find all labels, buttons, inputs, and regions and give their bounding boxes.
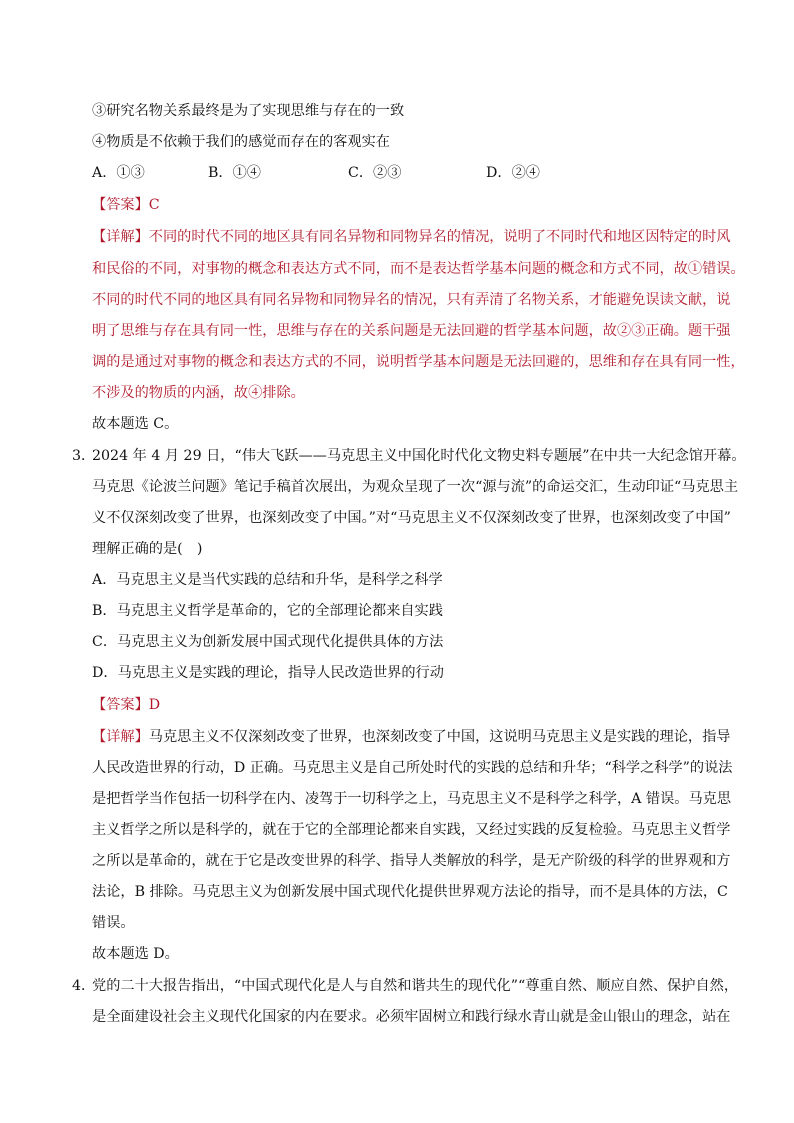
q3-detail-line: 之所以是革命的，就在于它是改变世界的科学、指导人类解放的科学，是无产阶级的科学的世界观和方	[92, 853, 731, 869]
q3-detail-line: 主义哲学之所以是科学的，就在于它的全部理论都来自实践，又经过实践的反复检验。马克思主义哲学	[92, 822, 731, 838]
detail-tag: 【详解】	[92, 729, 149, 745]
answer-tag: 【答案】	[92, 697, 149, 713]
q2-detail-line: 调的是通过对事物的概念和表达方式的不同，说明哲学基本问题是无法回避的，思维和存在具有同一性，	[92, 354, 745, 370]
q2-statement-3: ③研究名物关系最终是为了实现思维与存在的一致	[92, 103, 405, 119]
q4-stem-line: 是全面建设社会主义现代化国家的内在要求。必须牢固树立和践行绿水青山就是金山银山的理念，站在	[92, 1009, 731, 1025]
q2-detail-line: 不涉及的物质的内涵，故④排除。	[92, 385, 305, 401]
q3-stem-line: 理解正确的是( )	[92, 541, 203, 557]
q2-detail-line	[92, 227, 730, 247]
q2-statement-4: ④物质是不依赖于我们的感觉而存在的客观实在	[92, 134, 390, 150]
detail-tag: 【详解】	[92, 229, 149, 245]
detail-text: 马克思主义不仅深刻改变了世界，也深刻改变了中国，这说明马克思主义是实践的理论，指导	[148, 729, 731, 745]
q2-option-a: A．①③	[92, 165, 145, 181]
q3-stem-line: 2024 年 4 月 29 日，“伟大飞跃——马克思主义中国化时代化文物史料专题展”在中共一大纪念馆开幕。	[92, 448, 746, 464]
q2-detail-line: 和民俗的不同，对事物的概念和表达方式不同，而不是表达哲学基本问题的概念和方式不同，故①错误。	[92, 261, 745, 277]
q3-option-b: B．马克思主义哲学是革命的，它的全部理论都来自实践	[92, 603, 443, 619]
q3-stem-line: 马克思《论波兰问题》笔记手稿首次展出，为观众呈现了一次“源与流”的命运交汇，生动印证“马克思主	[92, 479, 739, 495]
q3-stem-line: 义不仅深刻改变了世界，也深刻改变了中国。”对“马克思主义不仅深刻改变了世界，也深刻改变了中国”	[92, 510, 731, 526]
q3-option-d: D．马克思主义是实践的理论，指导人民改造世界的行动	[92, 665, 444, 681]
q3-detail-line: 是把哲学当作包括一切科学在内、凌驾于一切科学之上，马克思主义不是科学之科学，A 错误。马克思	[92, 791, 732, 807]
q2-option-b: B．①④	[208, 165, 261, 181]
q3-detail-line	[92, 727, 730, 747]
q4-stem-line: 党的二十大报告指出，“中国式现代化是人与自然和谐共生的现代化”“尊重自然、顺应自然、保护自然，	[92, 978, 739, 994]
q3-detail-line: 错误。	[92, 915, 135, 931]
q3-conclusion: 故本题选 D。	[92, 946, 179, 962]
q3-detail-line: 人民改造世界的行动，D 正确。马克思主义是自己所处时代的实践的总结和升华；“科学之科学”的说法	[92, 760, 733, 776]
q2-conclusion: 故本题选 C。	[92, 416, 179, 432]
detail-text: 不同的时代不同的地区具有同名异物和同物异名的情况，说明了不同时代和地区因特定的时风	[148, 229, 731, 245]
q3-answer	[92, 695, 160, 715]
q2-option-c: C．②③	[348, 165, 402, 181]
q2-answer	[92, 195, 160, 215]
q4-number: 4．	[72, 978, 96, 994]
answer-value: D	[148, 697, 161, 713]
answer-value: C	[148, 197, 160, 213]
q3-option-c: C．马克思主义为创新发展中国式现代化提供具体的方法	[92, 634, 444, 650]
q3-detail-line: 法论，B 排除。马克思主义为创新发展中国式现代化提供世界观方法论的指导，而不是具体的方法，C	[92, 884, 728, 900]
q2-detail-line: 明了思维与存在具有同一性，思维与存在的关系问题是无法回避的哲学基本问题，故②③正确。题干强	[92, 323, 731, 339]
q2-option-d: D．②④	[486, 165, 540, 181]
q3-number: 3．	[72, 448, 96, 464]
q3-option-a: A．马克思主义是当代实践的总结和升华，是科学之科学	[92, 572, 443, 588]
answer-tag: 【答案】	[92, 197, 149, 213]
q2-detail-line: 不同的时代不同的地区具有同名异物和同物异名的情况，只有弄清了名物关系，才能避免误读文献，说	[92, 292, 731, 308]
